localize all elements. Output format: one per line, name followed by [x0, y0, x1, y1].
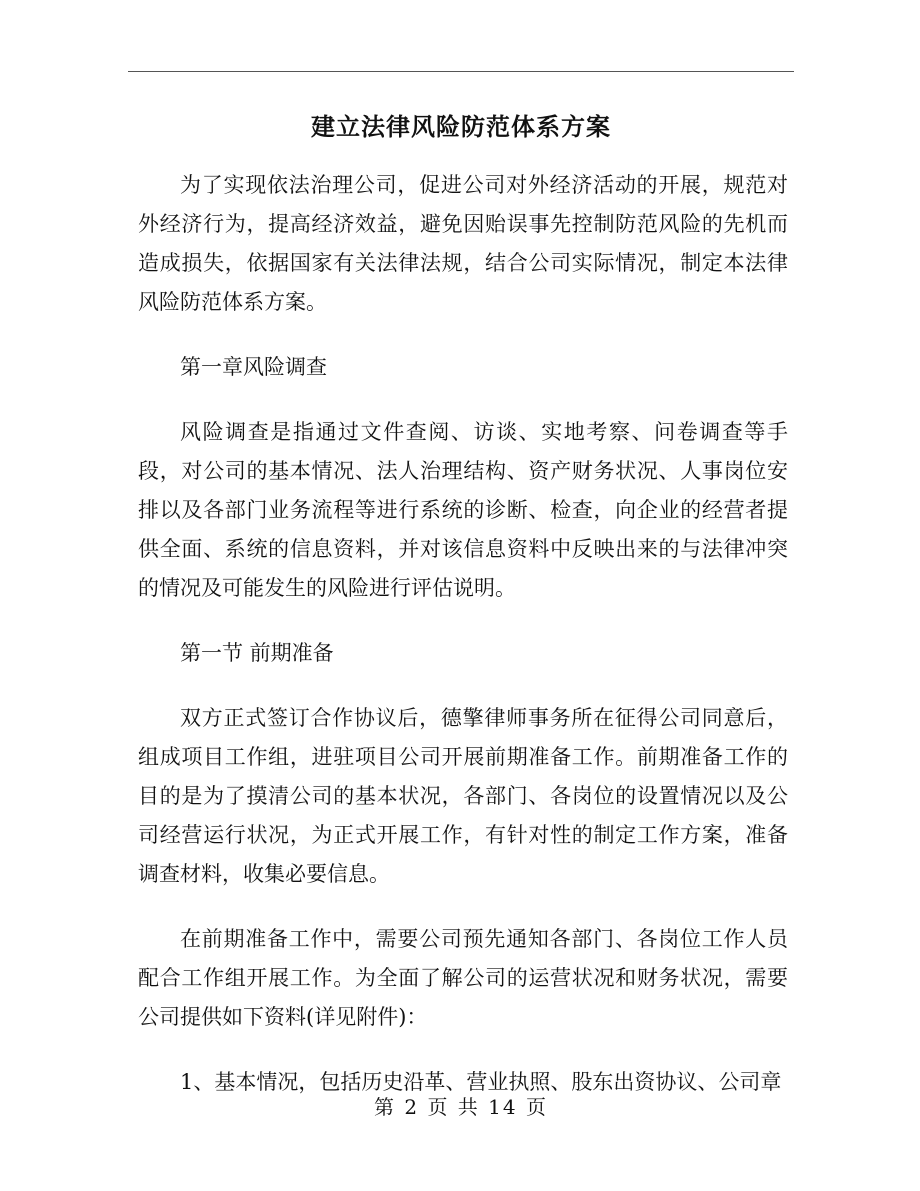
- section-heading: 第一节 前期准备: [180, 641, 334, 665]
- list-item: 1、基本情况，包括历史沿革、营业执照、股东出资协议、公司章: [180, 1070, 782, 1094]
- document-title: 建立法律风险防范体系方案: [311, 112, 611, 141]
- risk-survey-paragraph: 风险调查是指通过文件查阅、访谈、实地考察、问卷调查等手段，对公司的基本情况、法人治理结构、资产财务状况、人事岗位安排以及各部门业务流程等进行系统的诊断、检查，向企业的经营者提供全面、系统的信息资料，并对该信息资料中反映出来的与法律冲突的情况及可能发生的风险进行评估说明。: [138, 420, 788, 600]
- preparation-paragraph: 双方正式签订合作协议后，德擎律师事务所在征得公司同意后，组成项目工作组，进驻项目公司开展前期准备工作。前期准备工作的目的是为了摸清公司的基本状况，各部门、各岗位的设置情况以及公司经营运行状况，为正式开展工作，有针对性的制定工作方案，准备调查材料，收集必要信息。: [138, 706, 788, 886]
- materials-paragraph: 在前期准备工作中，需要公司预先通知各部门、各岗位工作人员配合工作组开展工作。为全面了解公司的运营状况和财务状况，需要公司提供如下资料(详见附件)：: [138, 927, 788, 1029]
- document-body: [138, 166, 788, 1128]
- chapter-heading: 第一章风险调查: [180, 355, 327, 379]
- page-number: 第 2 页 共 14 页: [374, 1095, 548, 1119]
- intro-paragraph: 为了实现依法治理公司，促进公司对外经济活动的开展，规范对外经济行为，提高经济效益，避免因贻误事先控制防范风险的先机而造成损失，依据国家有关法律法规，结合公司实际情况，制定本法律风险防范体系方案。: [138, 173, 788, 314]
- header-rule: [128, 71, 794, 72]
